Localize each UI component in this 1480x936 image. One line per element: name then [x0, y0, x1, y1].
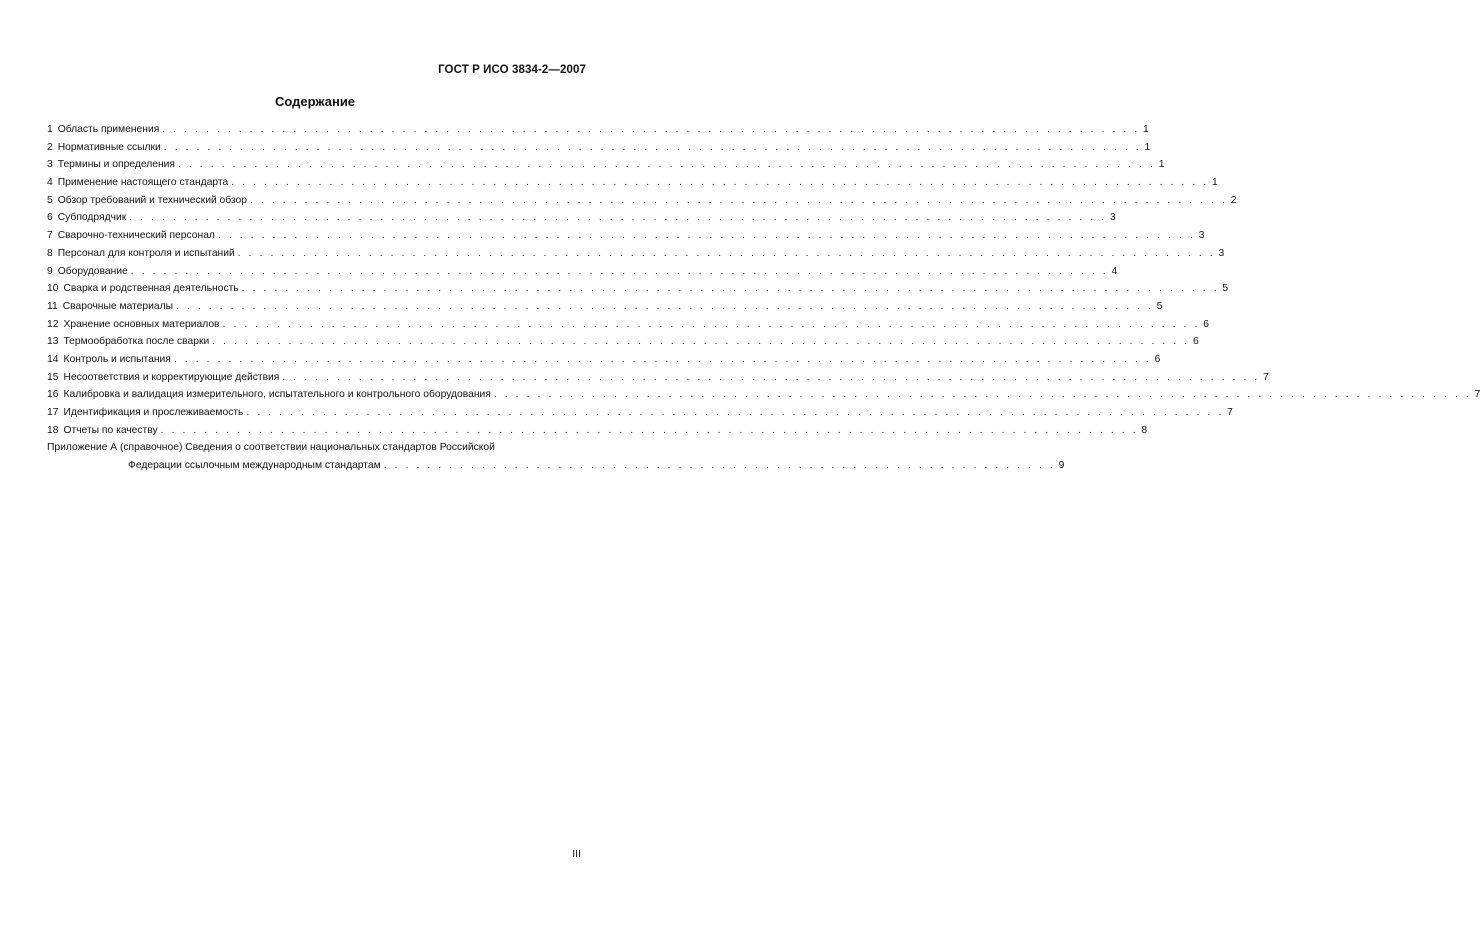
toc-entry-number: 18: [47, 424, 59, 436]
toc-entry-page: 3: [1198, 230, 1205, 242]
toc-leader-dots: . . . . . . . . . . . . . . . . . . . . . . . . . . . . . . . . . . . . . . . . . . . . . . . . . . . . . . . . . . . . . . . . . . . . . . . . . . . . . . . . . . . . . . . . . .: [493, 389, 1472, 401]
toc-leader-dots: . . . . . . . . . . . . . . . . . . . . . . . . . . . . . . . . . . . . . . . . . . . . . . . . . . . . . . . . . . . . . . . . . . . . . . . . . . . . . . . . . . . . . . . . . .: [162, 124, 1140, 135]
toc-entry-label: Применение настоящего стандарта: [57, 177, 229, 189]
toc-entry-page: 1: [1212, 177, 1218, 189]
toc-entry[interactable]: [47, 386, 1480, 404]
document-code: ГОСТ Р ИСО 3834-2—2007: [438, 64, 586, 76]
toc-leader-dots: . . . . . . . . . . . . . . . . . . . . . . . . . . . . . . . . . . . . . . . . . . . . . . . . . . . . . . . . . . . . . . . . . . . . . . . . . . . . . . . . . . . . . . . . . .: [173, 353, 1152, 365]
toc-leader-dots: . . . . . . . . . . . . . . . . . . . . . . . . . . . . . . . . . . . . . . . . . . . . . . . . . . . . . . . . . . . . . . . . . . . . . . . . . . . . . . . . . . . . . . . . . .: [241, 283, 1220, 295]
toc-entry-label: Сварочные материалы: [62, 300, 174, 312]
toc-entry[interactable]: [47, 404, 1233, 422]
toc-entry-number: 11: [47, 300, 58, 312]
toc-leader-dots: . . . . . . . . . . . . . . . . . . . . . . . . . . . . . . . . . . . . . . . . . . . . . . . . . . . . . . . . . . . . . . . . . . . . . . . . . . . . . . . . . . . . . . . . . .: [222, 318, 1201, 330]
toc-entry-page: 7: [1263, 371, 1269, 383]
toc-entry-number: 12: [47, 318, 59, 330]
toc-leader-dots: . . . . . . . . . . . . . . . . . . . . . . . . . . . . . . . . . . . . . . . . . . . . . . . . . . . . . . . . . . . . . . . . . . . . . . . . . . . . . . . . . . . . . . . . . .: [217, 230, 1196, 242]
toc-entry-page: 6: [1203, 318, 1210, 330]
toc-entry[interactable]: [47, 369, 1269, 387]
appendix-title-line-1: Приложение А (справочное) Сведения о соответствии национальных стандартов Российской: [47, 442, 495, 454]
toc-leader-dots: . . . . . . . . . . . . . . . . . . . . . . . . . . . . . . . . . . . . . . . . . . . . . . . . . . . . . . . . . . . . . . . . . . . . . . . . . . . . . . . . . . . . . . . . . .: [177, 159, 1156, 171]
toc-entry-label: Сварочно-технический персонал: [57, 230, 215, 242]
toc-entry[interactable]: [47, 156, 1165, 174]
toc-entry-page: 1: [1158, 159, 1165, 171]
toc-entry-number: 6: [47, 212, 53, 224]
toc-entry-page: 3: [1109, 212, 1116, 224]
toc-entry-label: Персонал для контроля и испытаний: [57, 247, 235, 259]
toc-entry-page: 2: [1230, 194, 1237, 206]
toc-entry-label: Сварка и родственная деятельность: [63, 283, 239, 295]
toc-entry-page: 1: [1143, 124, 1149, 135]
toc-leader-dots: . . . . . . . . . . . . . . . . . . . . . . . . . . . . . . . . . . . . . . . . . . . . . . . . . . . . . . . . . . . . . .: [383, 460, 1056, 472]
toc-entry-page: 6: [1154, 353, 1161, 365]
toc-entry-label: Термины и определения: [57, 159, 175, 171]
toc-entry-number: 5: [47, 194, 53, 206]
toc-entry-page: 1: [1144, 141, 1151, 153]
toc-entry-label: Идентификация и прослеживаемость: [63, 407, 244, 418]
toc-entry-number: 8: [47, 247, 53, 259]
page-number: III: [572, 848, 581, 860]
toc-entry[interactable]: [47, 263, 1118, 281]
toc-entry-page: 7: [1227, 407, 1233, 418]
toc-entry-number: 9: [47, 265, 53, 277]
appendix-page: 9: [1058, 460, 1065, 472]
toc-appendix[interactable]: [47, 439, 1065, 474]
toc-entry-page: 6: [1192, 336, 1199, 348]
toc-entry-label: Термообработка после сварки: [63, 336, 210, 348]
toc-entry[interactable]: [47, 351, 1161, 369]
toc-leader-dots: . . . . . . . . . . . . . . . . . . . . . . . . . . . . . . . . . . . . . . . . . . . . . . . . . . . . . . . . . . . . . . . . . . . . . . . . . . . . . . . . . . . . . . . . . .: [282, 371, 1260, 383]
toc-leader-dots: . . . . . . . . . . . . . . . . . . . . . . . . . . . . . . . . . . . . . . . . . . . . . . . . . . . . . . . . . . . . . . . . . . . . . . . . . . . . . . . . . . . . . . . . . .: [231, 177, 1209, 189]
toc-entry-number: 15: [47, 371, 59, 383]
toc-entry[interactable]: [47, 333, 1199, 351]
toc-entry-label: Оборудование: [57, 265, 128, 277]
toc-entry-page: 5: [1222, 283, 1229, 295]
toc-entry[interactable]: [47, 209, 1116, 227]
toc-leader-dots: . . . . . . . . . . . . . . . . . . . . . . . . . . . . . . . . . . . . . . . . . . . . . . . . . . . . . . . . . . . . . . . . . . . . . . . . . . . . . . . . . . . . . . . . . .: [250, 194, 1228, 206]
toc-entry-label: Калибровка и валидация измерительного, испытательного и контрольного оборудования: [63, 389, 491, 401]
toc-entry-page: 4: [1111, 265, 1118, 277]
toc-entry-number: 4: [47, 177, 53, 189]
appendix-title-line-2-row: [47, 457, 1065, 475]
toc-entry-number: 13: [47, 336, 59, 348]
toc-leader-dots: . . . . . . . . . . . . . . . . . . . . . . . . . . . . . . . . . . . . . . . . . . . . . . . . . . . . . . . . . . . . . . . . . . . . . . . . . . . . . . . . . . . . . . . . . .: [163, 141, 1142, 153]
toc-leader-dots: . . . . . . . . . . . . . . . . . . . . . . . . . . . . . . . . . . . . . . . . . . . . . . . . . . . . . . . . . . . . . . . . . . . . . . . . . . . . . . . . . . . . . . . . . .: [130, 265, 1109, 277]
toc-entry[interactable]: [47, 280, 1229, 298]
toc-leader-dots: . . . . . . . . . . . . . . . . . . . . . . . . . . . . . . . . . . . . . . . . . . . . . . . . . . . . . . . . . . . . . . . . . . . . . . . . . . . . . . . . . . . . . . . . . .: [212, 336, 1190, 348]
toc-entry-number: 3: [47, 159, 53, 171]
toc-entry[interactable]: [47, 227, 1205, 245]
toc-entry-number: 17: [47, 407, 59, 418]
toc-entry-number: 7: [47, 230, 53, 242]
toc-entry[interactable]: [47, 139, 1151, 157]
toc-leader-dots: . . . . . . . . . . . . . . . . . . . . . . . . . . . . . . . . . . . . . . . . . . . . . . . . . . . . . . . . . . . . . . . . . . . . . . . . . . . . . . . . . . . . . . . . . .: [160, 424, 1139, 436]
toc-entry-label: Субподрядчик: [57, 212, 127, 224]
toc-entry[interactable]: [47, 174, 1218, 192]
appendix-title-line-2: Федерации ссылочным международным стандартам: [128, 460, 381, 472]
toc-leader-dots: . . . . . . . . . . . . . . . . . . . . . . . . . . . . . . . . . . . . . . . . . . . . . . . . . . . . . . . . . . . . . . . . . . . . . . . . . . . . . . . . . . . . . . . . . .: [129, 212, 1107, 224]
toc-title: Содержание: [274, 94, 356, 109]
toc-entry-label: Отчеты по качеству: [63, 424, 158, 436]
toc-entry[interactable]: [47, 245, 1225, 263]
toc-entry-label: Контроль и испытания: [63, 353, 171, 365]
toc-entry-number: 10: [47, 283, 59, 295]
toc-entry-page: 7: [1474, 389, 1480, 401]
toc-entry-number: 14: [47, 353, 59, 365]
toc-entry[interactable]: [47, 316, 1210, 334]
toc-leader-dots: . . . . . . . . . . . . . . . . . . . . . . . . . . . . . . . . . . . . . . . . . . . . . . . . . . . . . . . . . . . . . . . . . . . . . . . . . . . . . . . . . . . . . . . . . .: [176, 300, 1154, 312]
toc-entry-page: 8: [1141, 424, 1148, 436]
toc-entry-number: 2: [47, 141, 53, 153]
toc-entry-label: Несоответствия и корректирующие действия: [63, 371, 280, 383]
toc-entry-label: Хранение основных материалов: [63, 318, 220, 330]
toc-leader-dots: . . . . . . . . . . . . . . . . . . . . . . . . . . . . . . . . . . . . . . . . . . . . . . . . . . . . . . . . . . . . . . . . . . . . . . . . . . . . . . . . . . . . . . . . . .: [237, 247, 1216, 259]
toc-entry[interactable]: [47, 121, 1149, 139]
toc-entry-label: Обзор требований и технический обзор: [57, 194, 248, 206]
toc-entry-label: Область применения: [57, 124, 160, 135]
toc-entry-page: 3: [1218, 247, 1225, 259]
toc-entry-number: 16: [47, 389, 59, 401]
toc-entry[interactable]: [47, 422, 1148, 440]
toc-entry[interactable]: [47, 298, 1163, 316]
toc-entry-label: Нормативные ссылки: [57, 141, 161, 153]
table-of-contents: [47, 121, 1480, 475]
toc-entry-page: 5: [1156, 300, 1163, 312]
toc-entry-number: 1: [47, 124, 53, 135]
toc-leader-dots: . . . . . . . . . . . . . . . . . . . . . . . . . . . . . . . . . . . . . . . . . . . . . . . . . . . . . . . . . . . . . . . . . . . . . . . . . . . . . . . . . . . . . . . . . .: [246, 407, 1224, 418]
toc-entry[interactable]: [47, 192, 1237, 210]
